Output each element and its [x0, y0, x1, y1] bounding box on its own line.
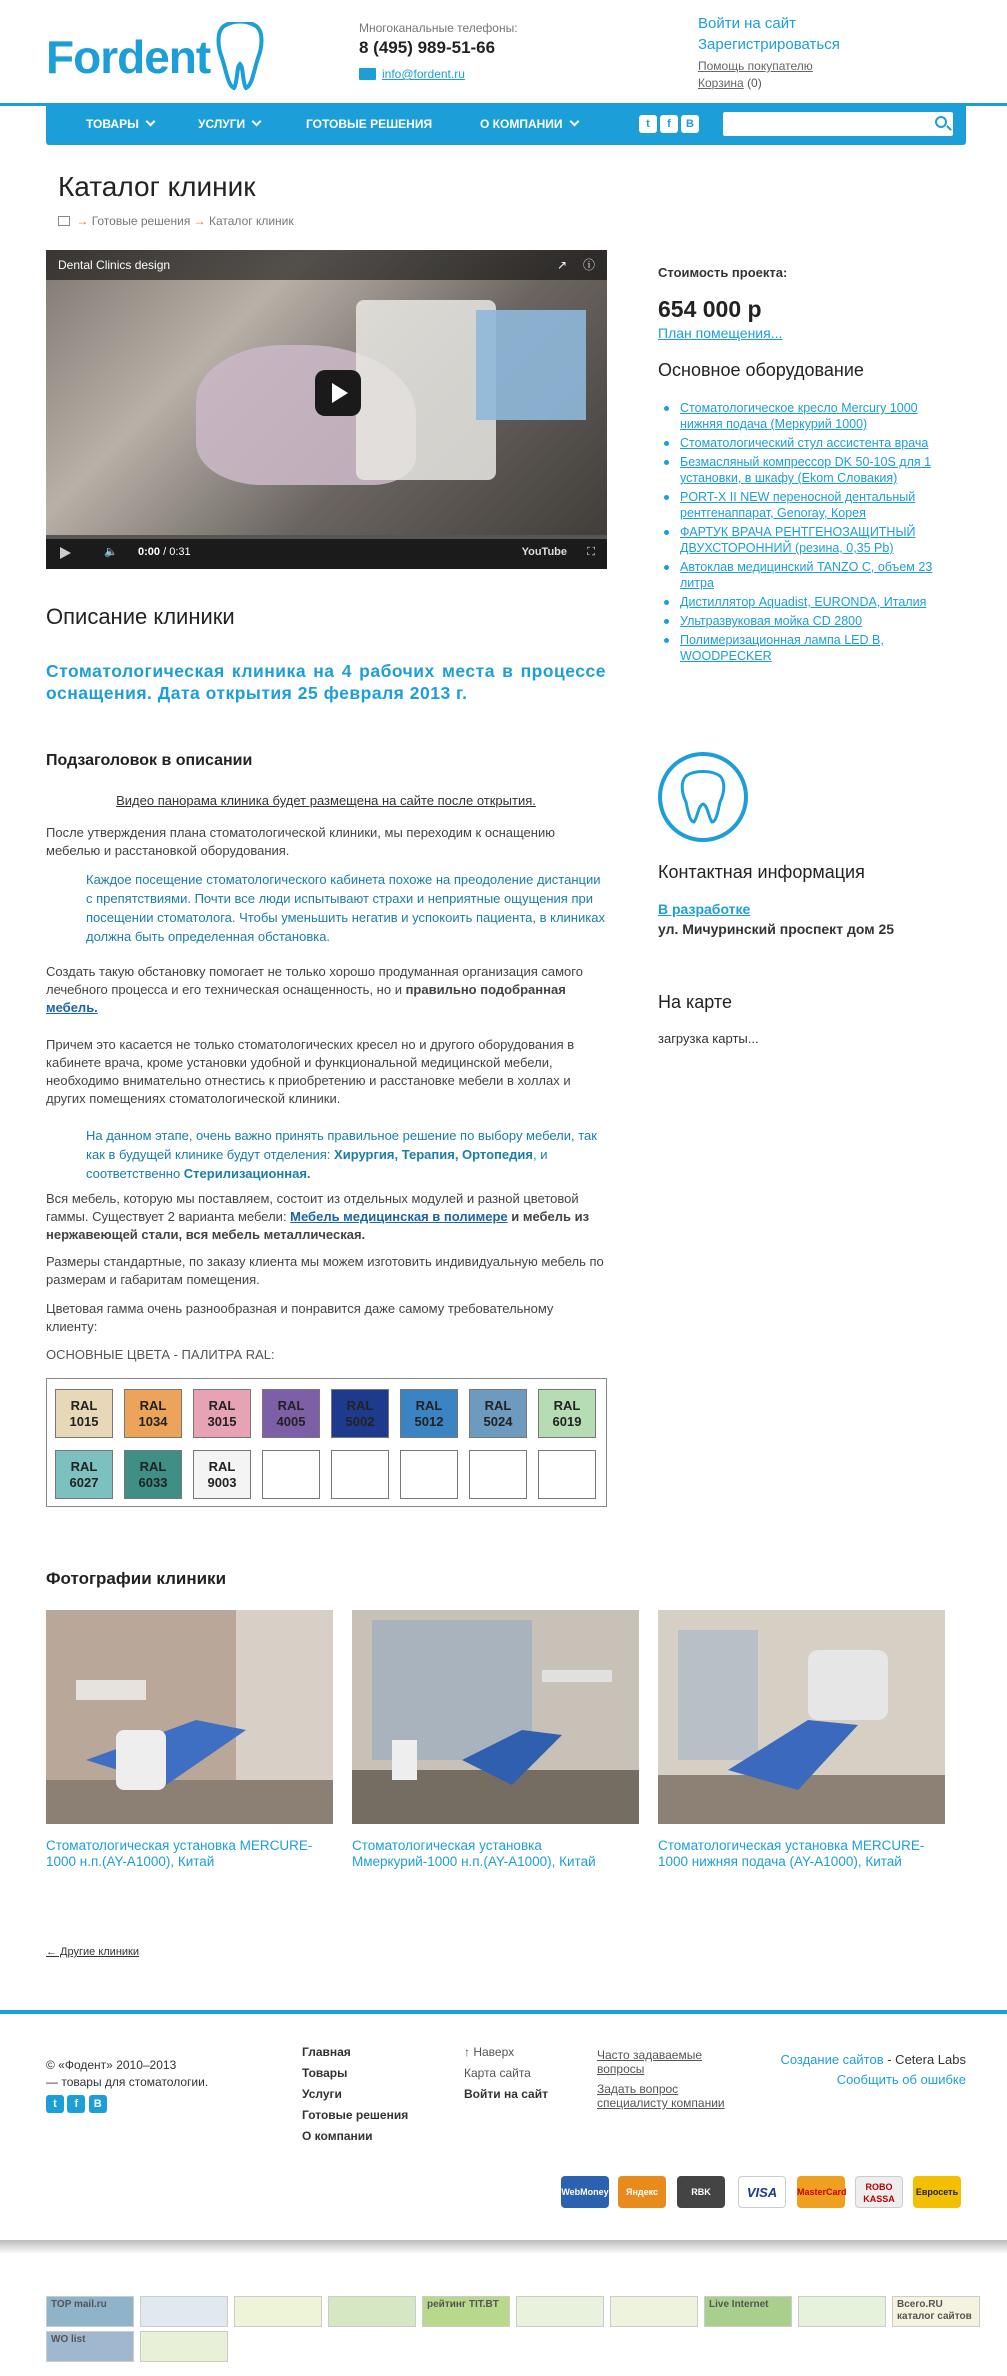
nav-item-services[interactable]: УСЛУГИ: [198, 103, 260, 145]
list-item: [658, 454, 958, 486]
breadcrumb: [58, 213, 294, 229]
video-frame-unit: [356, 300, 496, 480]
search-icon[interactable]: [935, 116, 947, 128]
ral-name: RAL: [70, 1398, 98, 1413]
ral-swatch: [331, 1450, 389, 1499]
email-text: info@fordent.ru: [382, 67, 465, 81]
equipment-link[interactable]: PORT-X II NEW переносной дентальный рентгенаппарат, Genoray, Корея: [680, 490, 916, 520]
report-error-link[interactable]: Сообщить об ошибке: [836, 2072, 966, 2087]
equipment-link[interactable]: ФАРТУК ВРАЧА РЕНТГЕНОЗАЩИТНЫЙ ДВУХСТОРОННИЙ (резина, 0,35 Pb): [680, 525, 916, 555]
ral-name: RAL: [484, 1398, 512, 1413]
footer-link-sitemap[interactable]: Карта сайта: [464, 2066, 531, 2080]
ral-swatch: [262, 1389, 320, 1438]
ral-code: 1034: [138, 1414, 168, 1429]
register-link[interactable]: Зарегистрироваться: [698, 36, 840, 53]
envelope-icon: [359, 68, 376, 80]
footer-link-top[interactable]: ↑ Наверх: [464, 2045, 515, 2059]
ral-name: RAL: [208, 1459, 236, 1474]
ral-code: 5002: [345, 1414, 375, 1429]
nav-item-products[interactable]: ТОВАРЫ: [86, 103, 154, 145]
counter-badge[interactable]: [610, 2296, 698, 2327]
equipment-link[interactable]: Безмасляный компрессор DK 50-10S для 1 установки, в шкафу (Ekom Словакия): [680, 455, 932, 485]
rbk-icon: RBK: [677, 2176, 725, 2208]
counter-badge[interactable]: TOP mail.ru: [46, 2296, 134, 2327]
ral-code: 4005: [276, 1414, 306, 1429]
footer-copyright: [46, 2057, 208, 2113]
ral-code: 5024: [483, 1414, 513, 1429]
counter-badge[interactable]: WO list: [46, 2331, 134, 2362]
paragraph-5: Размеры стандартные, по заказу клиента мы можем изготовить индивидуальную мебель по размерам и габаритам помещения.: [46, 1254, 604, 1287]
list-item: [658, 559, 958, 591]
ral-code: 3015: [207, 1414, 237, 1429]
footer-link-products[interactable]: Товары: [302, 2066, 348, 2080]
logo-text: Fordent: [46, 31, 211, 83]
play-small-icon[interactable]: [60, 547, 71, 559]
ral-swatch: [262, 1450, 320, 1499]
ral-swatch: [538, 1450, 596, 1499]
nav-item-solutions[interactable]: ГОТОВЫЕ РЕШЕНИЯ: [306, 117, 433, 131]
twitter-icon[interactable]: t: [46, 2095, 64, 2113]
search-input[interactable]: [723, 112, 953, 136]
yandex-money-icon: Яндекс: [618, 2176, 666, 2208]
paragraph-3: Причем это касается не только стоматологических кресел но и другого оборудования в кабинете врача, кроме установки удобной и функциональной медицинской мебели, необходимо внимательно отнестись к приобретению и расстановке мебели в холлах и других помещениях стоматологической клиники.: [46, 1037, 575, 1106]
clinic-photo-2[interactable]: [352, 1610, 639, 1824]
list-item: [658, 632, 958, 664]
user-links: [698, 13, 840, 55]
ral-swatch: [538, 1389, 596, 1438]
play-button[interactable]: [315, 370, 361, 416]
map-heading: На карте: [658, 992, 732, 1012]
other-clinics-link[interactable]: ← Другие клиники: [46, 1946, 140, 1958]
footer-link-ask[interactable]: Задать вопрос специалисту компании: [597, 2082, 725, 2110]
paragraph-4: Вся мебель, которую мы поставляем, состоит из отдельных модулей и разной цветовой гаммы. Существует 2 варианта мебели: Мебель медицинская в полимере и мебель из нержавеющей стали, вся мебель металлическая.: [46, 1191, 590, 1242]
copyright-sub: — товары для стоматологии.: [46, 2075, 209, 2089]
ral-swatch: [55, 1450, 113, 1499]
counters: [46, 2296, 972, 2362]
counter-badge[interactable]: [798, 2296, 886, 2327]
ral-name: RAL: [139, 1459, 167, 1474]
video-title-bar: [46, 250, 607, 280]
counter-badge[interactable]: Live Internet: [704, 2296, 792, 2327]
video-duration: / 0:31: [163, 546, 191, 558]
list-item: [658, 594, 958, 610]
counter-badge[interactable]: [140, 2296, 228, 2327]
list-item: [658, 613, 958, 629]
equipment-link[interactable]: Ультразвуковая мойка CD 2800: [680, 614, 863, 628]
description-lead: Стоматологическая клиника на 4 рабочих места в процессе оснащения. Дата открытия 25 февраля 2013 г.: [46, 661, 606, 703]
plan-link[interactable]: План помещения...: [658, 325, 783, 341]
cost-value: 654 000 р: [658, 296, 762, 322]
breadcrumb-arrow: →: [193, 214, 206, 228]
creator-name: - Cetera Labs: [883, 2052, 966, 2067]
creator-link[interactable]: Создание сайтов: [780, 2052, 884, 2067]
video-title: Dental Clinics design: [58, 258, 171, 272]
counter-badge[interactable]: [516, 2296, 604, 2327]
equipment-link[interactable]: Стоматологическое кресло Mercury 1000 нижняя подача (Меркурий 1000): [680, 401, 918, 431]
footer-link-login[interactable]: Войти на сайт: [464, 2087, 548, 2101]
counter-badge[interactable]: [140, 2331, 228, 2362]
tooth-logo-icon: [216, 22, 264, 92]
cart-count: (0): [747, 76, 762, 90]
ral-name: RAL: [415, 1398, 443, 1413]
ral-swatch: [55, 1389, 113, 1438]
help-link[interactable]: Помощь покупателю: [698, 59, 813, 73]
ral-swatch: [193, 1450, 251, 1499]
palette-label: ОСНОВНЫЕ ЦВЕТА - ПАЛИТРА RAL:: [46, 1347, 275, 1362]
photos-heading: Фотографии клиники: [46, 1569, 227, 1588]
vk-icon[interactable]: В: [89, 2095, 107, 2113]
counter-badge[interactable]: Всего.RU каталог сайтов: [892, 2296, 980, 2327]
ral-name: RAL: [277, 1398, 305, 1413]
list-item: [658, 435, 958, 451]
login-link[interactable]: Войти на сайт: [698, 15, 797, 32]
clinic-photo-1[interactable]: [46, 1610, 333, 1824]
ral-swatch: [124, 1389, 182, 1438]
map-loading: загрузка карты...: [658, 1031, 759, 1046]
quote-2: На данном этапе, очень важно принять правильное решение по выбору мебели, так как в будущей клинике будут отделения: Хирургия, Терапия, Ортопедия, и соответственно Стерилизационная.: [86, 1128, 597, 1181]
youtube-logo[interactable]: YouTube: [521, 546, 567, 558]
ral-code: 5012: [414, 1414, 444, 1429]
description-heading: Описание клиники: [46, 604, 235, 629]
logo[interactable]: [46, 22, 291, 94]
footer-link-solutions[interactable]: Готовые решения: [302, 2108, 409, 2122]
user-small-links: [698, 58, 813, 92]
breadcrumb-solutions[interactable]: Готовые решения: [91, 214, 191, 228]
equipment-list: [658, 400, 958, 667]
chevron-down-icon: [145, 117, 155, 127]
photo-caption-2[interactable]: Стоматологическая установка Ммеркурий-1000 н.п.(AY-A1000), Китай: [352, 1838, 596, 1869]
quote-1: Каждое посещение стоматологического кабинета похоже на преодоление дистанции с препятствиями. Почти все люди испытывают страхи и неприятные ощущения при посещении стоматолога. Чтобы уменьшить негатив и успокоить пациента, в клиниках должна быть определенная обстановка.: [86, 872, 605, 944]
ral-swatch: [400, 1450, 458, 1499]
footer-col-1: [302, 2042, 408, 2147]
tooth-badge-icon: [658, 752, 748, 842]
video-frame-window: [476, 310, 586, 420]
chevron-down-icon: [569, 117, 579, 127]
ral-code: 6033: [138, 1475, 168, 1490]
ral-name: RAL: [208, 1398, 236, 1413]
breadcrumb-current: Каталог клиник: [209, 214, 294, 228]
nav-item-about[interactable]: О КОМПАНИИ: [480, 103, 578, 145]
cart[interactable]: [698, 75, 813, 92]
volume-icon[interactable]: 🔈: [104, 546, 118, 558]
list-item: [658, 400, 958, 432]
counter-badge[interactable]: [328, 2296, 416, 2327]
main-nav: [46, 103, 966, 145]
footer-link-about[interactable]: О компании: [302, 2129, 373, 2143]
equipment-heading: Основное оборудование: [658, 360, 864, 380]
vk-icon[interactable]: В: [681, 115, 699, 133]
facebook-icon[interactable]: f: [660, 115, 678, 133]
robokassa-icon: ROBO KASSA: [855, 2176, 903, 2208]
facebook-icon[interactable]: f: [67, 2095, 85, 2113]
copyright-text: © «Фодент» 2010–2013: [46, 2058, 177, 2072]
video-controls: [46, 535, 607, 569]
paragraph-2: Создать такую обстановку помогает не только хорошо продуманная организация самого лечебного процесса и его техническая оснащенность, но и правильно подобранная мебель.: [46, 964, 583, 1015]
photo-caption-3[interactable]: Стоматологическая установка MERCURE-1000 нижняя подача (AY-A1000), Китай: [658, 1838, 925, 1869]
equipment-link[interactable]: Дистиллятор Aquadist, EURONDA, Италия: [680, 595, 927, 609]
ral-code: 1015: [69, 1414, 99, 1429]
webmoney-icon: WebMoney: [561, 2176, 609, 2208]
footer-link-services[interactable]: Услуги: [302, 2087, 342, 2101]
ral-code: 6019: [552, 1414, 582, 1429]
ral-swatch: [124, 1450, 182, 1499]
share-icon[interactable]: ↗: [556, 258, 567, 272]
visa-icon: VISA: [738, 2176, 786, 2208]
twitter-icon[interactable]: t: [639, 115, 657, 133]
counter-badge[interactable]: [234, 2296, 322, 2327]
description-subheading: Подзаголовок в описании: [46, 752, 253, 769]
euroset-icon: Евросеть: [913, 2176, 961, 2208]
polymer-furniture-link[interactable]: Мебель медицинская в полимере: [290, 1209, 508, 1224]
panorama-note: Видео панорама клиника будет размещена на сайте после открытия.: [116, 793, 536, 808]
equipment-link[interactable]: Стоматологический стул ассистента врача: [680, 436, 929, 450]
address: ул. Мичуринский проспект дом 25: [658, 921, 895, 937]
list-item: [658, 489, 958, 521]
contact-heading: Контактная информация: [658, 862, 865, 882]
ral-name: RAL: [139, 1398, 167, 1413]
counter-badge[interactable]: рейтинг TIT.BT: [422, 2296, 510, 2327]
clinic-photo-3[interactable]: [658, 1610, 945, 1824]
fullscreen-icon[interactable]: ⛶: [587, 546, 595, 558]
footer-col-2: [464, 2042, 548, 2105]
phone-number: 8 (495) 989-51-66: [359, 38, 496, 57]
ral-swatch: [469, 1450, 527, 1499]
paragraph-1: После утверждения плана стоматологической клиники, мы переходим к оснащению мебелью и расстановкой оборудования.: [46, 825, 555, 858]
phones-label: Многоканальные телефоны:: [359, 21, 518, 35]
ral-name: RAL: [346, 1398, 374, 1413]
email-link[interactable]: [359, 66, 465, 82]
ral-palette: [46, 1378, 607, 1507]
cost-label: Стоимость проекта:: [658, 265, 788, 280]
footer-shadow: [0, 2240, 1007, 2254]
mastercard-icon: MasterCard: [797, 2176, 845, 2208]
ral-code: 6027: [69, 1475, 99, 1490]
video-player[interactable]: [46, 250, 607, 569]
furniture-link[interactable]: мебель.: [46, 1000, 98, 1015]
chevron-down-icon: [252, 117, 262, 127]
photo-caption-1[interactable]: Стоматологическая установка MERCURE-1000 н.п.(AY-A1000), Китай: [46, 1838, 313, 1869]
equipment-link[interactable]: Полимеризационная лампа LED B, WOODPECKER: [680, 633, 884, 663]
footer-line: [0, 2010, 1007, 2014]
footer-credits: [710, 2050, 966, 2090]
ral-swatch: [400, 1389, 458, 1438]
breadcrumb-arrow: →: [76, 214, 89, 228]
info-icon[interactable]: ⓘ: [582, 258, 595, 272]
equipment-link[interactable]: Автоклав медицинский TANZO С, объем 23 литра: [680, 560, 933, 590]
cart-link[interactable]: Корзина: [698, 76, 744, 90]
paragraph-6: Цветовая гамма очень разнообразная и понравится даже самому требовательному клиенту:: [46, 1301, 554, 1334]
video-time: 0:00: [138, 546, 161, 558]
footer-link-faq[interactable]: Часто задаваемые вопросы: [597, 2048, 703, 2076]
footer-link-home[interactable]: Главная: [302, 2045, 351, 2059]
ral-swatch: [193, 1389, 251, 1438]
ral-swatch: [469, 1389, 527, 1438]
page-title: Каталог клиник: [58, 171, 256, 202]
ral-name: RAL: [70, 1459, 98, 1474]
ral-swatch: [331, 1389, 389, 1438]
dev-link[interactable]: В разработке: [658, 901, 751, 917]
ral-name: RAL: [553, 1398, 581, 1413]
list-item: [658, 524, 958, 556]
ral-code: 9003: [207, 1475, 237, 1490]
home-icon[interactable]: [58, 216, 70, 226]
